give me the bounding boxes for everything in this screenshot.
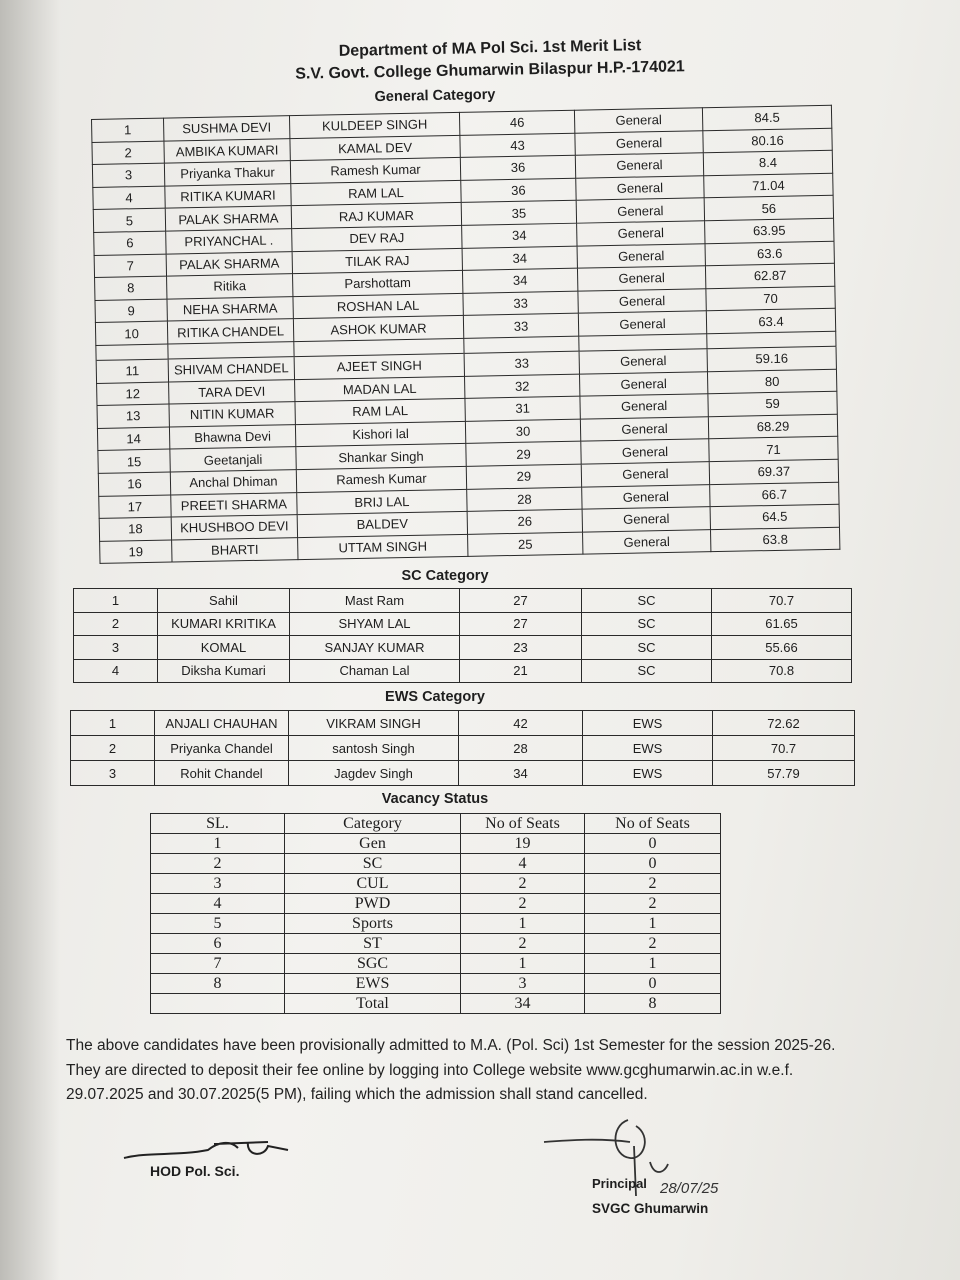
table-cell: Bhawna Devi: [169, 424, 295, 449]
principal-title-label: Principal: [592, 1176, 647, 1191]
table-cell: 1: [92, 118, 164, 142]
table-cell: EWS: [285, 974, 461, 994]
table-row: [151, 854, 721, 874]
table-cell: 33: [464, 351, 579, 376]
table-cell: 10: [95, 321, 167, 345]
table-cell: 34: [459, 761, 583, 786]
table-cell: General: [581, 462, 709, 487]
table-cell: 71: [709, 437, 838, 462]
table-cell: 25: [468, 532, 583, 557]
table-cell: NEHA SHARMA: [167, 296, 293, 321]
table-cell: 5: [93, 208, 165, 232]
table-cell: 63.6: [705, 241, 834, 266]
table-cell: Kishori lal: [295, 421, 465, 447]
table-row: [151, 834, 721, 854]
table-cell: RITIKA CHANDEL: [167, 319, 293, 344]
table-cell: 2: [74, 612, 158, 636]
table-row: [71, 761, 855, 786]
table-cell: General: [577, 243, 705, 268]
table-cell: 0: [585, 834, 721, 854]
table-cell: 15: [98, 449, 170, 473]
table-cell: KOMAL: [158, 636, 290, 660]
table-cell: 69.37: [709, 459, 838, 484]
page-shadow: [0, 0, 60, 1280]
ews-category-title: EWS Category: [385, 689, 485, 705]
table-cell: General: [580, 416, 708, 441]
table-cell: 2: [585, 894, 721, 914]
table-cell: 27: [460, 589, 582, 613]
table-cell: Priyanka Thakur: [164, 161, 290, 186]
general-merit-table: [91, 105, 840, 564]
table-cell: Geetanjali: [170, 447, 296, 472]
table-cell: Priyanka Chandel: [155, 736, 289, 761]
table-cell: General: [582, 484, 710, 509]
table-cell: 21: [460, 659, 582, 683]
table-cell: 13: [97, 404, 169, 428]
table-cell: 4: [74, 659, 158, 683]
table-cell: 70.7: [713, 736, 855, 761]
table-cell: CUL: [285, 874, 461, 894]
table-cell: Ramesh Kumar: [290, 158, 460, 184]
table-cell: PALAK SHARMA: [165, 206, 291, 231]
ews-merit-table: [70, 710, 855, 786]
table-cell: 42: [459, 711, 583, 736]
table-cell: PREETI SHARMA: [171, 492, 297, 517]
table-cell: 8: [585, 994, 721, 1014]
table-cell: 1: [71, 711, 155, 736]
table-cell: 9: [95, 299, 167, 323]
table-cell: 18: [99, 517, 171, 541]
table-cell: 33: [463, 291, 578, 316]
table-cell: 66.7: [710, 482, 839, 507]
header-department: Department of MA Pol Sci. 1st Merit List: [338, 37, 642, 60]
table-cell: Diksha Kumari: [158, 659, 290, 683]
table-cell: RAM LAL: [295, 398, 465, 424]
table-cell: SC: [582, 589, 712, 613]
table-cell: 71.04: [704, 173, 833, 198]
table-cell: KUMARI KRITIKA: [158, 612, 290, 636]
table-cell: SHIVAM CHANDEL: [168, 357, 294, 382]
table-cell: SHYAM LAL: [290, 612, 460, 636]
principal-signature-date: 28/07/25: [660, 1180, 719, 1197]
table-cell: MADAN LAL: [295, 376, 465, 402]
header-college: S.V. Govt. College Ghumarwin Bilaspur H.P.-174021: [295, 58, 685, 83]
table-cell: AJEET SINGH: [294, 353, 464, 379]
table-cell: 72.62: [713, 711, 855, 736]
table-cell: Gen: [285, 834, 461, 854]
table-cell: ST: [285, 934, 461, 954]
table-row: [151, 934, 721, 954]
table-cell: 1: [74, 589, 158, 613]
table-cell: 32: [465, 374, 580, 399]
principal-org-label: SVGC Ghumarwin: [592, 1201, 709, 1216]
table-cell: ROSHAN LAL: [293, 293, 463, 319]
table-cell: EWS: [583, 761, 713, 786]
table-cell: 27: [460, 612, 582, 636]
table-cell: 2: [92, 141, 164, 165]
table-cell: Mast Ram: [290, 589, 460, 613]
table-cell: KULDEEP SINGH: [289, 112, 459, 138]
table-cell: 8.4: [703, 150, 832, 175]
table-cell: General: [576, 198, 704, 223]
table-cell: Sahil: [158, 589, 290, 613]
table-cell: SUSHMA DEVI: [163, 116, 289, 141]
table-cell: 19: [461, 834, 585, 854]
table-cell: 34: [462, 246, 577, 271]
table-cell: DEV RAJ: [292, 225, 462, 251]
table-cell: 1: [151, 834, 285, 854]
table-cell: 26: [467, 509, 582, 534]
table-cell: 29: [466, 441, 581, 466]
table-cell: 68.29: [708, 414, 837, 439]
table-cell: 7: [94, 254, 166, 278]
table-cell: 61.65: [712, 612, 852, 636]
table-cell: SC: [285, 854, 461, 874]
table-cell: Sports: [285, 914, 461, 934]
table-cell: General: [578, 311, 706, 336]
table-cell: 23: [460, 636, 582, 660]
table-row: [151, 894, 721, 914]
table-cell: 0: [585, 974, 721, 994]
sc-category-title: SC Category: [401, 568, 489, 584]
table-row: [151, 954, 721, 974]
table-cell: Parshottam: [293, 271, 463, 297]
table-cell: 63.95: [705, 218, 834, 243]
table-row: [71, 711, 855, 736]
table-cell: VIKRAM SINGH: [289, 711, 459, 736]
table-cell: ASHOK KUMAR: [293, 316, 463, 342]
table-row: [74, 636, 852, 660]
table-cell: 8: [151, 974, 285, 994]
table-cell: 3: [71, 761, 155, 786]
table-cell: General: [574, 108, 702, 133]
vacancy-status-table: [150, 813, 721, 1014]
table-cell: General: [578, 288, 706, 313]
table-cell: NITIN KUMAR: [169, 402, 295, 427]
table-cell: 16: [98, 472, 170, 496]
table-cell: 1: [585, 954, 721, 974]
table-cell: AMBIKA KUMARI: [164, 138, 290, 163]
table-cell: SC: [582, 659, 712, 683]
table-cell: 6: [94, 231, 166, 255]
table-cell: 8: [95, 276, 167, 300]
table-cell: santosh Singh: [289, 736, 459, 761]
table-cell: 62.87: [705, 263, 834, 288]
table-cell: Ramesh Kumar: [296, 466, 466, 492]
table-cell: 11: [96, 359, 168, 383]
table-cell: SC: [582, 636, 712, 660]
table-cell: PWD: [285, 894, 461, 914]
table-cell: General: [583, 529, 711, 554]
table-cell: Chaman Lal: [290, 659, 460, 683]
table-cell: General: [575, 153, 703, 178]
table-cell: 0: [585, 854, 721, 874]
table-cell: 30: [465, 419, 580, 444]
table-row: [151, 874, 721, 894]
table-cell: 80.16: [703, 128, 832, 153]
admission-notice: The above candidates have been provisionally admitted to M.A. (Pol. Sci) 1st Semester for the session 2025-26. They are directed to deposit their fee online by logging into College website www.gcghumarwin.ac.in w.e.f. 29.07.2025 and 30.07.2025(5 PM), failing which the admission shall stand cancelled.: [66, 1037, 836, 1103]
table-cell: EWS: [583, 711, 713, 736]
table-row: [151, 974, 721, 994]
table-cell: 28: [459, 736, 583, 761]
table-cell: 4: [93, 186, 165, 210]
table-cell: General: [581, 439, 709, 464]
table-cell: UTTAM SINGH: [298, 534, 468, 560]
table-cell: 35: [461, 201, 576, 226]
table-cell: 55.66: [712, 636, 852, 660]
table-cell: BALDEV: [297, 511, 467, 537]
table-cell: 1: [461, 914, 585, 934]
table-cell: EWS: [583, 736, 713, 761]
table-cell: 64.5: [710, 504, 839, 529]
table-cell: RAJ KUMAR: [291, 203, 461, 229]
table-cell: TILAK RAJ: [292, 248, 462, 274]
table-cell: 17: [99, 495, 171, 519]
table-cell: 7: [151, 954, 285, 974]
vacancy-status-title: Vacancy Status: [381, 791, 489, 807]
table-cell: TARA DEVI: [169, 379, 295, 404]
table-cell: 6: [151, 934, 285, 954]
table-cell: 12: [97, 382, 169, 406]
table-cell: 29: [466, 464, 581, 489]
table-cell: 2: [461, 934, 585, 954]
table-cell: 5: [151, 914, 285, 934]
table-cell: General: [576, 176, 704, 201]
table-cell: 2: [461, 894, 585, 914]
table-row: [74, 659, 852, 683]
table-cell: 2: [461, 874, 585, 894]
table-cell: 59.16: [707, 346, 836, 371]
table-cell: 2: [151, 854, 285, 874]
table-cell: SC: [582, 612, 712, 636]
table-row: [74, 612, 852, 636]
table-cell: 14: [97, 427, 169, 451]
table-cell: Shankar Singh: [296, 444, 466, 470]
table-cell: 2: [585, 874, 721, 894]
table-cell: SANJAY KUMAR: [290, 636, 460, 660]
table-cell: General: [577, 221, 705, 246]
table-cell: 34: [461, 994, 585, 1014]
table-cell: [151, 994, 285, 1014]
table-cell: 70.7: [712, 589, 852, 613]
table-cell: Total: [285, 994, 461, 1014]
table-cell: BRIJ LAL: [297, 489, 467, 515]
table-cell: KAMAL DEV: [290, 135, 460, 161]
table-total-row: [151, 994, 721, 1014]
table-cell: 3: [461, 974, 585, 994]
table-cell: 57.79: [713, 761, 855, 786]
table-cell: RAM LAL: [291, 180, 461, 206]
table-header-row: [151, 814, 721, 834]
table-cell: General: [579, 349, 707, 374]
table-cell: 3: [151, 874, 285, 894]
table-cell: General: [580, 394, 708, 419]
table-cell: Ritika: [167, 274, 293, 299]
sc-merit-table: [73, 588, 852, 683]
table-cell: 46: [459, 110, 574, 135]
table-cell: 43: [460, 133, 575, 158]
table-cell: 2: [585, 934, 721, 954]
table-cell: 31: [465, 396, 580, 421]
table-cell: 34: [462, 268, 577, 293]
table-cell: General: [582, 507, 710, 532]
table-cell: PALAK SHARMA: [166, 251, 292, 276]
table-cell: SL.: [151, 814, 285, 834]
table-cell: RITIKA KUMARI: [165, 183, 291, 208]
table-cell: Category: [285, 814, 461, 834]
table-cell: 63.8: [710, 527, 839, 552]
table-cell: 1: [585, 914, 721, 934]
table-cell: 28: [467, 487, 582, 512]
table-cell: 1: [461, 954, 585, 974]
table-cell: 36: [460, 155, 575, 180]
table-cell: Jagdev Singh: [289, 761, 459, 786]
table-row: [151, 914, 721, 934]
table-cell: 80: [707, 369, 836, 394]
table-cell: 70: [706, 286, 835, 311]
table-cell: 4: [461, 854, 585, 874]
table-cell: Anchal Dhiman: [170, 470, 296, 495]
table-cell: 3: [74, 636, 158, 660]
table-cell: 70.8: [712, 659, 852, 683]
table-cell: Rohit Chandel: [155, 761, 289, 786]
table-cell: PRIYANCHAL .: [166, 229, 292, 254]
table-cell: KHUSHBOO DEVI: [171, 515, 297, 540]
table-row: [74, 589, 852, 613]
table-cell: 63.4: [706, 309, 835, 334]
table-cell: 36: [461, 178, 576, 203]
table-cell: 33: [463, 314, 578, 339]
table-cell: No of Seats: [461, 814, 585, 834]
table-cell: SGC: [285, 954, 461, 974]
table-cell: 34: [462, 223, 577, 248]
table-cell: 19: [100, 540, 172, 564]
table-row: [71, 736, 855, 761]
table-cell: BHARTI: [172, 537, 298, 562]
table-cell: 59: [708, 391, 837, 416]
hod-signature-label: HOD Pol. Sci.: [150, 1163, 240, 1179]
table-cell: ANJALI CHAUHAN: [155, 711, 289, 736]
table-cell: 4: [151, 894, 285, 914]
table-cell: No of Seats: [585, 814, 721, 834]
table-cell: General: [577, 266, 705, 291]
table-cell: 3: [92, 163, 164, 187]
table-cell: General: [579, 371, 707, 396]
table-cell: General: [575, 130, 703, 155]
general-category-title: General Category: [374, 86, 496, 106]
table-cell: 84.5: [702, 105, 831, 130]
table-cell: 56: [704, 196, 833, 221]
table-cell: 2: [71, 736, 155, 761]
